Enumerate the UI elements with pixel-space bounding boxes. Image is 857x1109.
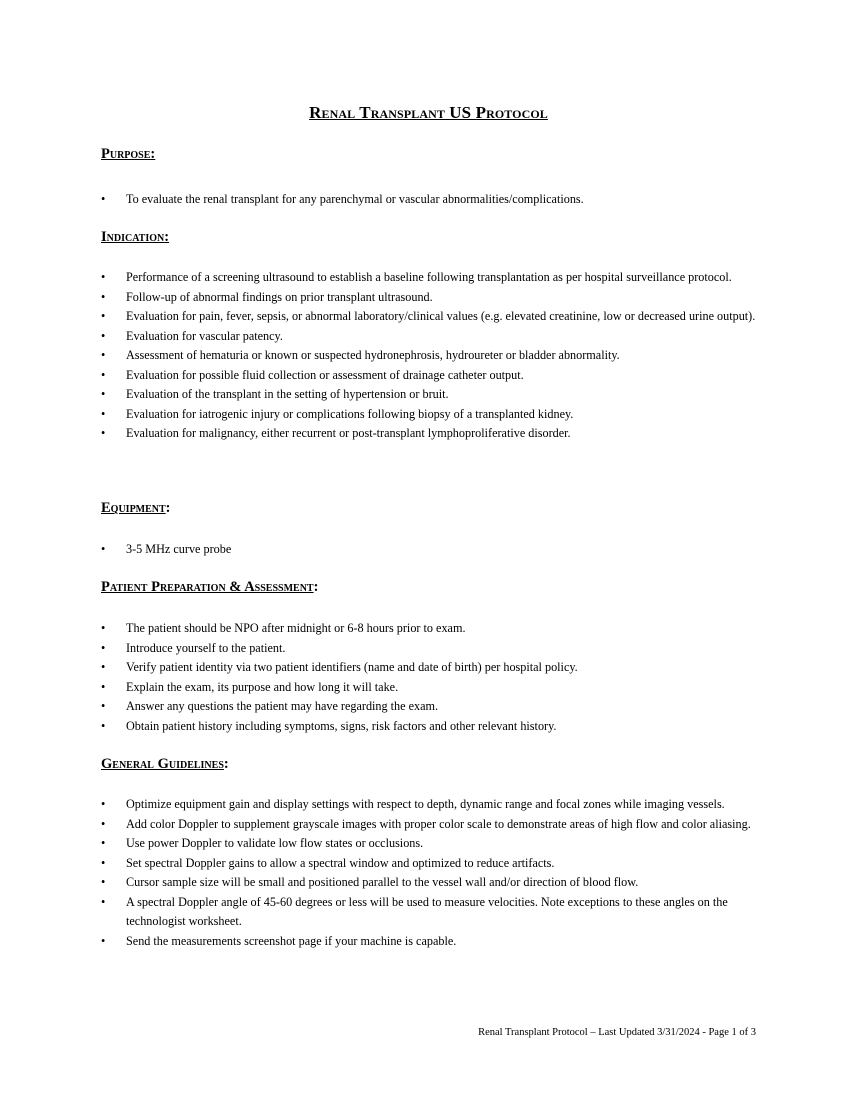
list-item: • Evaluation for possible fluid collection or assessment of drainage catheter output. (101, 366, 761, 386)
list-item: • A spectral Doppler angle of 45-60 degrees or less will be used to measure velocities. Note exceptions to these angles on the technologist worksheet. (101, 894, 728, 928)
list-item: • Evaluation for vascular patency. (101, 327, 761, 347)
bullet-icon: • (101, 542, 106, 556)
list-item: • To evaluate the renal transplant for any parenchymal or vascular abnormalities/complications. (101, 190, 761, 210)
patient-preparation-list (101, 619, 761, 736)
bullet-icon: • (101, 699, 106, 713)
list-item: • Set spectral Doppler gains to allow a spectral window and optimized to reduce artifacts. (101, 854, 761, 874)
list-item: • Explain the exam, its purpose and how long it will take. (101, 678, 761, 698)
section-heading-general-guidelines: General Guidelines: (101, 756, 229, 772)
bullet-icon: • (101, 640, 106, 655)
list-item: • Performance of a screening ultrasound to establish a baseline following transplantation as per hospital surveillance protocol. (101, 268, 761, 288)
bullet-icon: • (101, 309, 106, 323)
list-item: • Optimize equipment gain and display settings with respect to depth, dynamic range and focal zones while imaging vessels. (101, 795, 761, 815)
bullet-icon: • (101, 797, 106, 811)
section-heading-purpose: Purpose: (101, 146, 156, 162)
bullet-icon: • (101, 426, 106, 440)
list-item: • Evaluation for malignancy, either recurrent or post-transplant lymphoproliferative disorder. (101, 424, 761, 444)
bullet-icon: • (101, 270, 106, 284)
bullet-icon: • (101, 679, 106, 694)
page-footer: Renal Transplant Protocol – Last Updated 3/31/2024 - Page 1 of 3 (478, 1027, 756, 1038)
bullet-icon: • (101, 621, 106, 635)
list-item: • Send the measurements screenshot page if your machine is capable. (101, 932, 761, 952)
list-item: • Introduce yourself to the patient. (101, 639, 761, 659)
indication-list (101, 268, 761, 444)
list-item: • Verify patient identity via two patient identifiers (name and date of birth) per hospital policy. (101, 658, 761, 678)
section-heading-label: Equipment (101, 500, 166, 516)
bullet-icon: • (101, 816, 106, 831)
bullet-icon: • (101, 348, 106, 362)
list-item: • Assessment of hematuria or known or suspected hydronephrosis, hydroureter or bladder abnormality. (101, 346, 761, 366)
bullet-icon: • (101, 836, 106, 850)
bullet-icon: • (101, 328, 106, 343)
list-item: • Follow-up of abnormal findings on prior transplant ultrasound. (101, 288, 761, 308)
list-item: • Evaluation for iatrogenic injury or complications following biopsy of a transplanted kidney. (101, 405, 761, 425)
list-item: • Answer any questions the patient may have regarding the exam. (101, 697, 761, 717)
section-heading-label: General Guidelines (101, 756, 224, 772)
bullet-icon: • (101, 875, 106, 889)
equipment-list (101, 540, 761, 560)
bullet-icon: • (101, 660, 106, 674)
document-title: Renal Transplant US Protocol (309, 103, 548, 122)
bullet-icon: • (101, 894, 106, 909)
section-heading-label: Patient Preparation & Assessment (101, 579, 314, 595)
bullet-icon: • (101, 387, 106, 401)
section-heading-label: Indication (101, 229, 165, 245)
bullet-icon: • (101, 855, 106, 870)
list-item: • Evaluation for pain, fever, sepsis, or abnormal laboratory/clinical values (e.g. elevated creatinine, low or decreased urine output). (101, 307, 761, 327)
section-heading-patient-preparation: Patient Preparation & Assessment: (101, 579, 319, 595)
list-item: • The patient should be NPO after midnight or 6-8 hours prior to exam. (101, 619, 761, 639)
bullet-icon: • (101, 406, 106, 421)
list-item: • Use power Doppler to validate low flow states or occlusions. (101, 834, 761, 854)
purpose-list (101, 190, 761, 210)
section-heading-label: Purpose (101, 146, 151, 162)
list-item: • Obtain patient history including symptoms, signs, risk factors and other relevant history. (101, 717, 761, 737)
list-item: • Evaluation of the transplant in the setting of hypertension or bruit. (101, 385, 761, 405)
list-item: • Cursor sample size will be small and positioned parallel to the vessel wall and/or direction of blood flow. (101, 873, 761, 893)
bullet-icon: • (101, 718, 106, 733)
list-item: • 3-5 MHz curve probe (101, 540, 761, 560)
bullet-icon: • (101, 289, 106, 304)
general-guidelines-list (101, 795, 761, 951)
bullet-icon: • (101, 192, 106, 206)
section-heading-equipment: Equipment: (101, 500, 171, 516)
list-item: • Add color Doppler to supplement grayscale images with proper color scale to demonstrate areas of high flow and color aliasing. (101, 815, 761, 835)
bullet-icon: • (101, 367, 106, 382)
bullet-icon: • (101, 933, 106, 948)
section-heading-indication: Indication: (101, 229, 170, 245)
